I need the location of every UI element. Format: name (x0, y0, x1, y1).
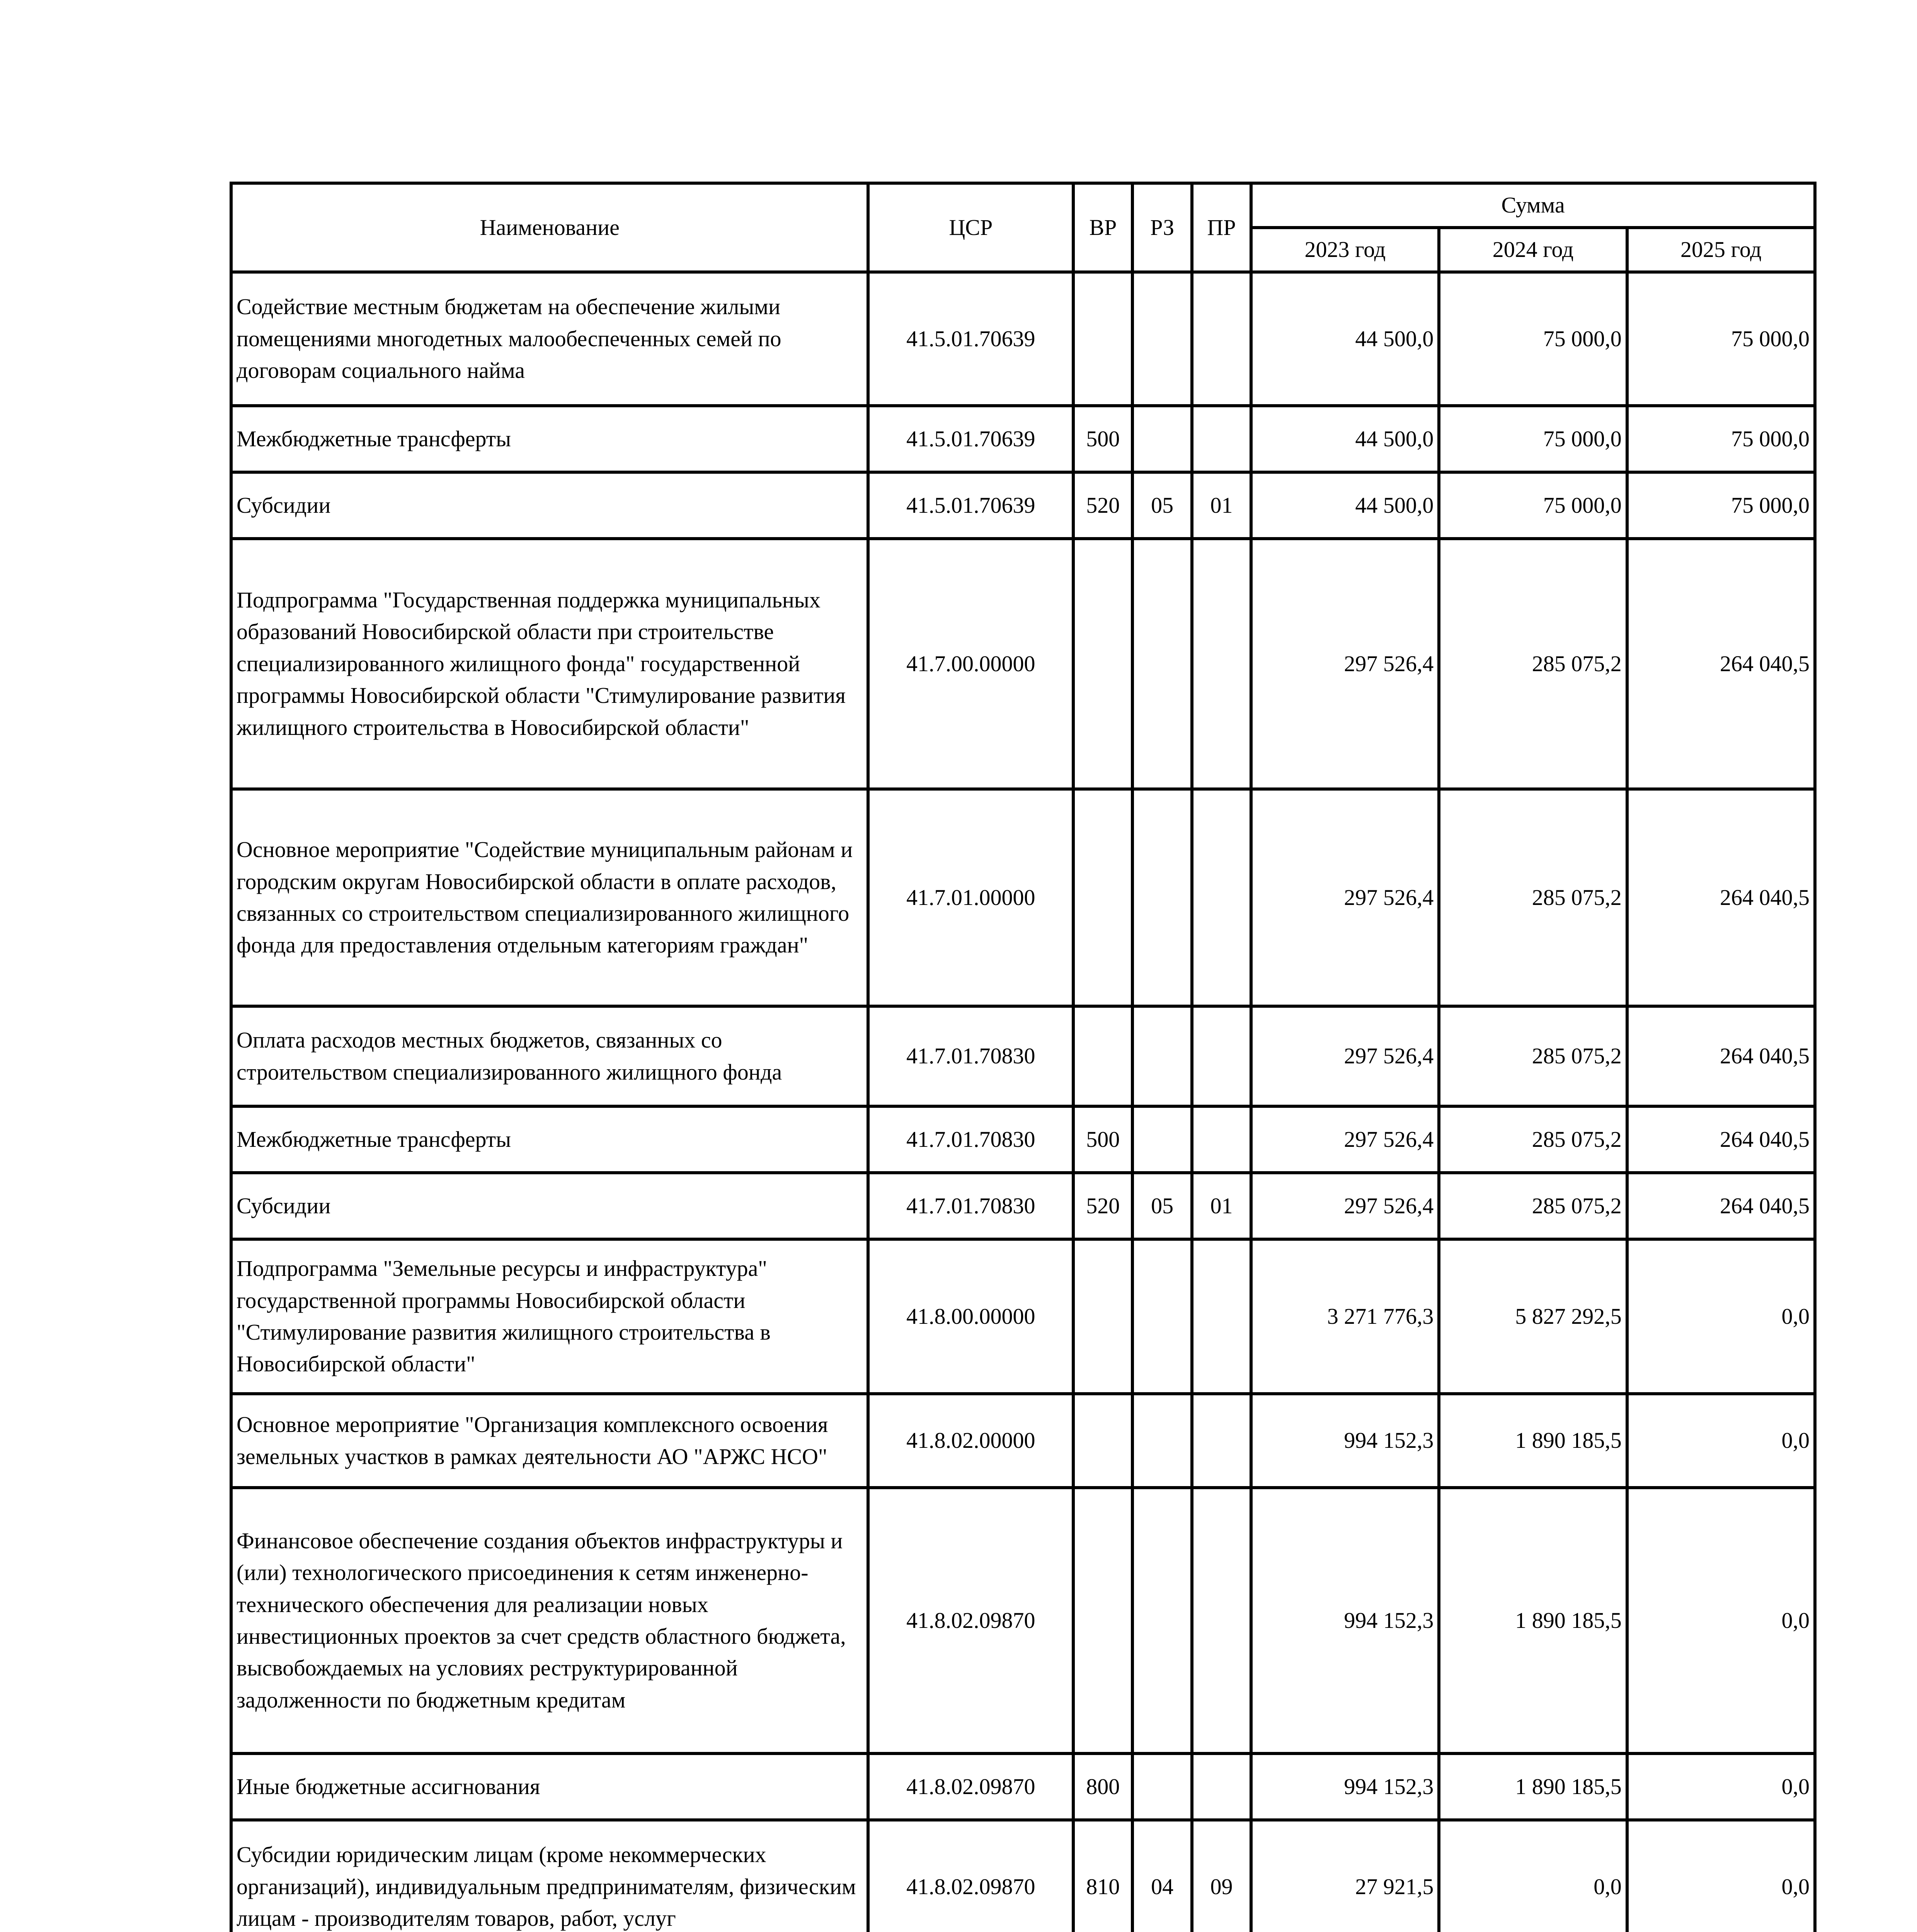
row-pr (1192, 272, 1251, 406)
row-amount-2025: 75 000,0 (1627, 472, 1815, 539)
row-csr: 41.8.02.09870 (868, 1820, 1073, 1932)
row-name: Финансовое обеспечение создания объектов инфраструктуры и (или) технологического присоединения к сетям инженерно-технического обеспечения для реализации новых инвестиционных проектов за счет средств областного бюджета, высвобождаемых на условиях реструктурированной задолженности по бюджетным кредитам (231, 1488, 868, 1753)
table-row (231, 789, 1815, 1006)
row-csr: 41.5.01.70639 (868, 406, 1073, 472)
row-amount-2025: 264 040,5 (1627, 539, 1815, 789)
row-csr: 41.8.02.00000 (868, 1394, 1073, 1488)
row-amount-2024: 1 890 185,5 (1439, 1394, 1627, 1488)
row-amount-2025: 0,0 (1627, 1239, 1815, 1394)
header-year-2023: 2023 год (1251, 228, 1439, 272)
row-amount-2023: 44 500,0 (1251, 472, 1439, 539)
row-pr (1192, 1106, 1251, 1173)
row-name: Основное мероприятие "Содействие муниципальным районам и городским округам Новосибирской области в оплате расходов, связанных со строительством специализированного жилищного фонда для предоставления отдельным категориям граждан" (231, 789, 868, 1006)
row-vr (1073, 1239, 1132, 1394)
row-rz (1132, 1488, 1192, 1753)
row-name: Субсидии (231, 472, 868, 539)
row-pr: 09 (1192, 1820, 1251, 1932)
row-amount-2023: 994 152,3 (1251, 1753, 1439, 1820)
row-csr: 41.7.00.00000 (868, 539, 1073, 789)
row-vr: 500 (1073, 406, 1132, 472)
row-pr (1192, 406, 1251, 472)
row-amount-2025: 264 040,5 (1627, 789, 1815, 1006)
row-amount-2025: 0,0 (1627, 1394, 1815, 1488)
row-amount-2024: 0,0 (1439, 1820, 1627, 1932)
row-amount-2023: 44 500,0 (1251, 272, 1439, 406)
row-vr: 500 (1073, 1106, 1132, 1173)
row-amount-2025: 0,0 (1627, 1753, 1815, 1820)
table-row (231, 1488, 1815, 1753)
table-row (231, 1820, 1815, 1932)
row-csr: 41.7.01.70830 (868, 1173, 1073, 1239)
table-row (231, 539, 1815, 789)
row-pr (1192, 789, 1251, 1006)
row-pr (1192, 1488, 1251, 1753)
row-csr: 41.5.01.70639 (868, 472, 1073, 539)
row-name: Подпрограмма "Земельные ресурсы и инфраструктура" государственной программы Новосибирской области "Стимулирование развития жилищного строительства в Новосибирской области" (231, 1239, 868, 1394)
row-amount-2024: 285 075,2 (1439, 539, 1627, 789)
row-amount-2024: 285 075,2 (1439, 1106, 1627, 1173)
row-name: Субсидии юридическим лицам (кроме некоммерческих организаций), индивидуальным предпринимателям, физическим лицам - производителям товаров, работ, услуг (231, 1820, 868, 1932)
row-amount-2024: 75 000,0 (1439, 406, 1627, 472)
table-row (231, 1394, 1815, 1488)
row-rz (1132, 1239, 1192, 1394)
table-row (231, 472, 1815, 539)
row-rz (1132, 1394, 1192, 1488)
row-vr: 810 (1073, 1820, 1132, 1932)
row-amount-2023: 44 500,0 (1251, 406, 1439, 472)
header-year-2025: 2025 год (1627, 228, 1815, 272)
row-amount-2023: 27 921,5 (1251, 1820, 1439, 1932)
row-vr (1073, 1394, 1132, 1488)
row-rz (1132, 1106, 1192, 1173)
row-amount-2025: 264 040,5 (1627, 1106, 1815, 1173)
row-rz (1132, 539, 1192, 789)
row-amount-2024: 5 827 292,5 (1439, 1239, 1627, 1394)
row-amount-2025: 75 000,0 (1627, 406, 1815, 472)
row-pr (1192, 1753, 1251, 1820)
row-vr: 800 (1073, 1753, 1132, 1820)
row-amount-2024: 285 075,2 (1439, 789, 1627, 1006)
header-csr: ЦСР (868, 183, 1073, 272)
header-year-2024: 2024 год (1439, 228, 1627, 272)
row-amount-2025: 264 040,5 (1627, 1173, 1815, 1239)
row-rz (1132, 789, 1192, 1006)
header-rz: РЗ (1132, 183, 1192, 272)
row-rz (1132, 406, 1192, 472)
row-name: Подпрограмма "Государственная поддержка муниципальных образований Новосибирской области при строительстве специализированного жилищного фонда" государственной программы Новосибирской области "Стимулирование развития жилищного строительства в Новосибирской области" (231, 539, 868, 789)
row-rz (1132, 272, 1192, 406)
table-row (231, 272, 1815, 406)
row-amount-2023: 297 526,4 (1251, 1173, 1439, 1239)
row-name: Оплата расходов местных бюджетов, связанных со строительством специализированного жилищного фонда (231, 1006, 868, 1106)
row-amount-2025: 75 000,0 (1627, 272, 1815, 406)
budget-table (230, 182, 1817, 1932)
header-sum: Сумма (1251, 183, 1815, 228)
row-rz: 04 (1132, 1820, 1192, 1932)
row-rz: 05 (1132, 1173, 1192, 1239)
row-pr (1192, 1239, 1251, 1394)
row-amount-2023: 297 526,4 (1251, 539, 1439, 789)
row-csr: 41.8.02.09870 (868, 1753, 1073, 1820)
row-name: Субсидии (231, 1173, 868, 1239)
row-amount-2025: 264 040,5 (1627, 1006, 1815, 1106)
row-name: Основное мероприятие "Организация комплексного освоения земельных участков в рамках деятельности АО "АРЖС НСО" (231, 1394, 868, 1488)
row-vr (1073, 539, 1132, 789)
row-vr (1073, 272, 1132, 406)
row-pr (1192, 1006, 1251, 1106)
row-amount-2024: 285 075,2 (1439, 1006, 1627, 1106)
table-row (231, 1006, 1815, 1106)
header-name: Наименование (231, 183, 868, 272)
row-amount-2024: 75 000,0 (1439, 472, 1627, 539)
row-amount-2023: 3 271 776,3 (1251, 1239, 1439, 1394)
row-name: Межбюджетные трансферты (231, 1106, 868, 1173)
row-amount-2023: 297 526,4 (1251, 789, 1439, 1006)
row-name: Содействие местным бюджетам на обеспечение жилыми помещениями многодетных малообеспеченных семей по договорам социального найма (231, 272, 868, 406)
row-csr: 41.5.01.70639 (868, 272, 1073, 406)
row-amount-2024: 1 890 185,5 (1439, 1753, 1627, 1820)
row-csr: 41.7.01.70830 (868, 1106, 1073, 1173)
row-amount-2025: 0,0 (1627, 1820, 1815, 1932)
row-vr: 520 (1073, 472, 1132, 539)
row-vr (1073, 1006, 1132, 1106)
row-vr (1073, 1488, 1132, 1753)
row-vr (1073, 789, 1132, 1006)
row-csr: 41.7.01.70830 (868, 1006, 1073, 1106)
row-amount-2025: 0,0 (1627, 1488, 1815, 1753)
row-name: Межбюджетные трансферты (231, 406, 868, 472)
row-amount-2024: 285 075,2 (1439, 1173, 1627, 1239)
row-csr: 41.8.02.09870 (868, 1488, 1073, 1753)
row-rz (1132, 1006, 1192, 1106)
row-amount-2024: 1 890 185,5 (1439, 1488, 1627, 1753)
header-vr: ВР (1073, 183, 1132, 272)
table-row (231, 1173, 1815, 1239)
row-rz: 05 (1132, 472, 1192, 539)
row-pr (1192, 1394, 1251, 1488)
row-csr: 41.8.00.00000 (868, 1239, 1073, 1394)
row-vr: 520 (1073, 1173, 1132, 1239)
table-row (231, 1239, 1815, 1394)
header-pr: ПР (1192, 183, 1251, 272)
table-row (231, 406, 1815, 472)
table-row (231, 1106, 1815, 1173)
row-amount-2023: 297 526,4 (1251, 1106, 1439, 1173)
row-name: Иные бюджетные ассигнования (231, 1753, 868, 1820)
row-amount-2023: 297 526,4 (1251, 1006, 1439, 1106)
row-pr: 01 (1192, 472, 1251, 539)
row-pr: 01 (1192, 1173, 1251, 1239)
row-amount-2023: 994 152,3 (1251, 1394, 1439, 1488)
row-csr: 41.7.01.00000 (868, 789, 1073, 1006)
row-rz (1132, 1753, 1192, 1820)
row-amount-2023: 994 152,3 (1251, 1488, 1439, 1753)
table-row (231, 1753, 1815, 1820)
row-amount-2024: 75 000,0 (1439, 272, 1627, 406)
row-pr (1192, 539, 1251, 789)
